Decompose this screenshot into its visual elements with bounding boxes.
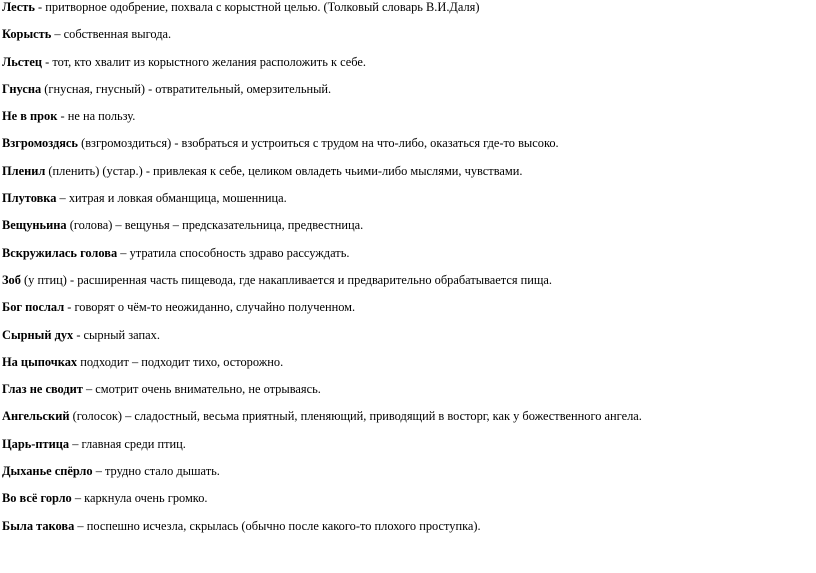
glossary-term: Корысть (2, 27, 52, 42)
glossary-definition: – хитрая и ловкая обманщица, мошенница. (56, 191, 287, 206)
glossary-definition: - тот, кто хвалит из корыстного желания расположить к себе. (42, 54, 366, 69)
glossary-term: Вскружилась голова (2, 245, 118, 260)
glossary-definition: (гнусная, гнусный) - отвратительный, омерзительный. (41, 81, 332, 96)
glossary-term: Ангельский (2, 409, 70, 424)
glossary-entry (2, 464, 814, 491)
glossary-entry (2, 191, 814, 218)
glossary-definition: – трудно стало дышать. (92, 464, 220, 479)
glossary-definition: – утратила способность здраво рассуждать. (117, 245, 350, 260)
glossary-term: Зоб (2, 272, 21, 287)
glossary-definition: – собственная выгода. (51, 27, 172, 42)
glossary-term: Была такова (2, 518, 75, 533)
glossary-definition: – поспешно исчезла, скрылась (обычно после какого-то плохого проступка). (74, 518, 481, 533)
glossary-definition: (пленить) (устар.) - привлекая к себе, целиком овладеть чьими-либо мыслями, чувствами. (45, 163, 523, 178)
glossary-definition: - не на пользу. (57, 109, 136, 124)
glossary-entry (2, 55, 814, 82)
glossary-entry (2, 0, 814, 27)
glossary-entry (2, 328, 814, 355)
glossary-entry (2, 164, 814, 191)
glossary-definition: - говорят о чём-то неожиданно, случайно полученном. (64, 300, 356, 315)
glossary-list (2, 0, 814, 546)
glossary-entry (2, 27, 814, 54)
glossary-term: Плутовка (2, 191, 57, 206)
glossary-entry (2, 491, 814, 518)
glossary-definition: (взгромоздиться) - взобраться и устроиться с трудом на что-либо, оказаться где-то высоко. (77, 136, 559, 151)
glossary-entry (2, 109, 814, 136)
glossary-term: Сырный дух (2, 327, 74, 342)
glossary-term: Глаз не сводит (2, 382, 83, 397)
glossary-entry (2, 82, 814, 109)
glossary-entry (2, 300, 814, 327)
glossary-entry (2, 355, 814, 382)
glossary-definition: – смотрит очень внимательно, не отрываясь. (82, 382, 321, 397)
glossary-entry (2, 437, 814, 464)
glossary-definition: - сырный запах. (73, 327, 160, 342)
glossary-entry (2, 246, 814, 273)
glossary-definition: подходит – подходит тихо, осторожно. (77, 354, 284, 369)
glossary-entry (2, 273, 814, 300)
glossary-term: Не в прок (2, 109, 58, 124)
glossary-entry (2, 218, 814, 245)
glossary-term: На цыпочках (2, 354, 78, 369)
glossary-definition: – главная среди птиц. (69, 436, 186, 451)
glossary-definition: - притворное одобрение, похвала с корыстной целью. (Толковый словарь В.И.Даля) (34, 0, 480, 14)
glossary-term: Во всё горло (2, 491, 72, 506)
glossary-term: Бог послал (2, 300, 65, 315)
glossary-definition: (голосок) – сладостный, весьма приятный, пленяющий, приводящий в восторг, как у божественного ангела. (69, 409, 642, 424)
glossary-term: Вещуньина (2, 218, 67, 233)
glossary-term: Пленил (2, 163, 46, 178)
glossary-term: Царь-птица (2, 436, 70, 451)
glossary-definition: – каркнула очень громко. (71, 491, 208, 506)
glossary-entry (2, 409, 814, 436)
glossary-entry (2, 519, 814, 546)
glossary-term: Дыханье спёрло (2, 464, 93, 479)
glossary-definition: (голова) – вещунья – предсказательница, предвестница. (66, 218, 364, 233)
glossary-entry (2, 136, 814, 163)
glossary-term: Лесть (2, 0, 35, 14)
glossary-entry (2, 382, 814, 409)
glossary-term: Льстец (2, 54, 43, 69)
glossary-term: Гнусна (2, 81, 42, 96)
glossary-term: Взгромоздясь (2, 136, 78, 151)
glossary-definition: (у птиц) - расширенная часть пищевода, где накапливается и предварительно обрабатывается пища. (20, 272, 553, 287)
